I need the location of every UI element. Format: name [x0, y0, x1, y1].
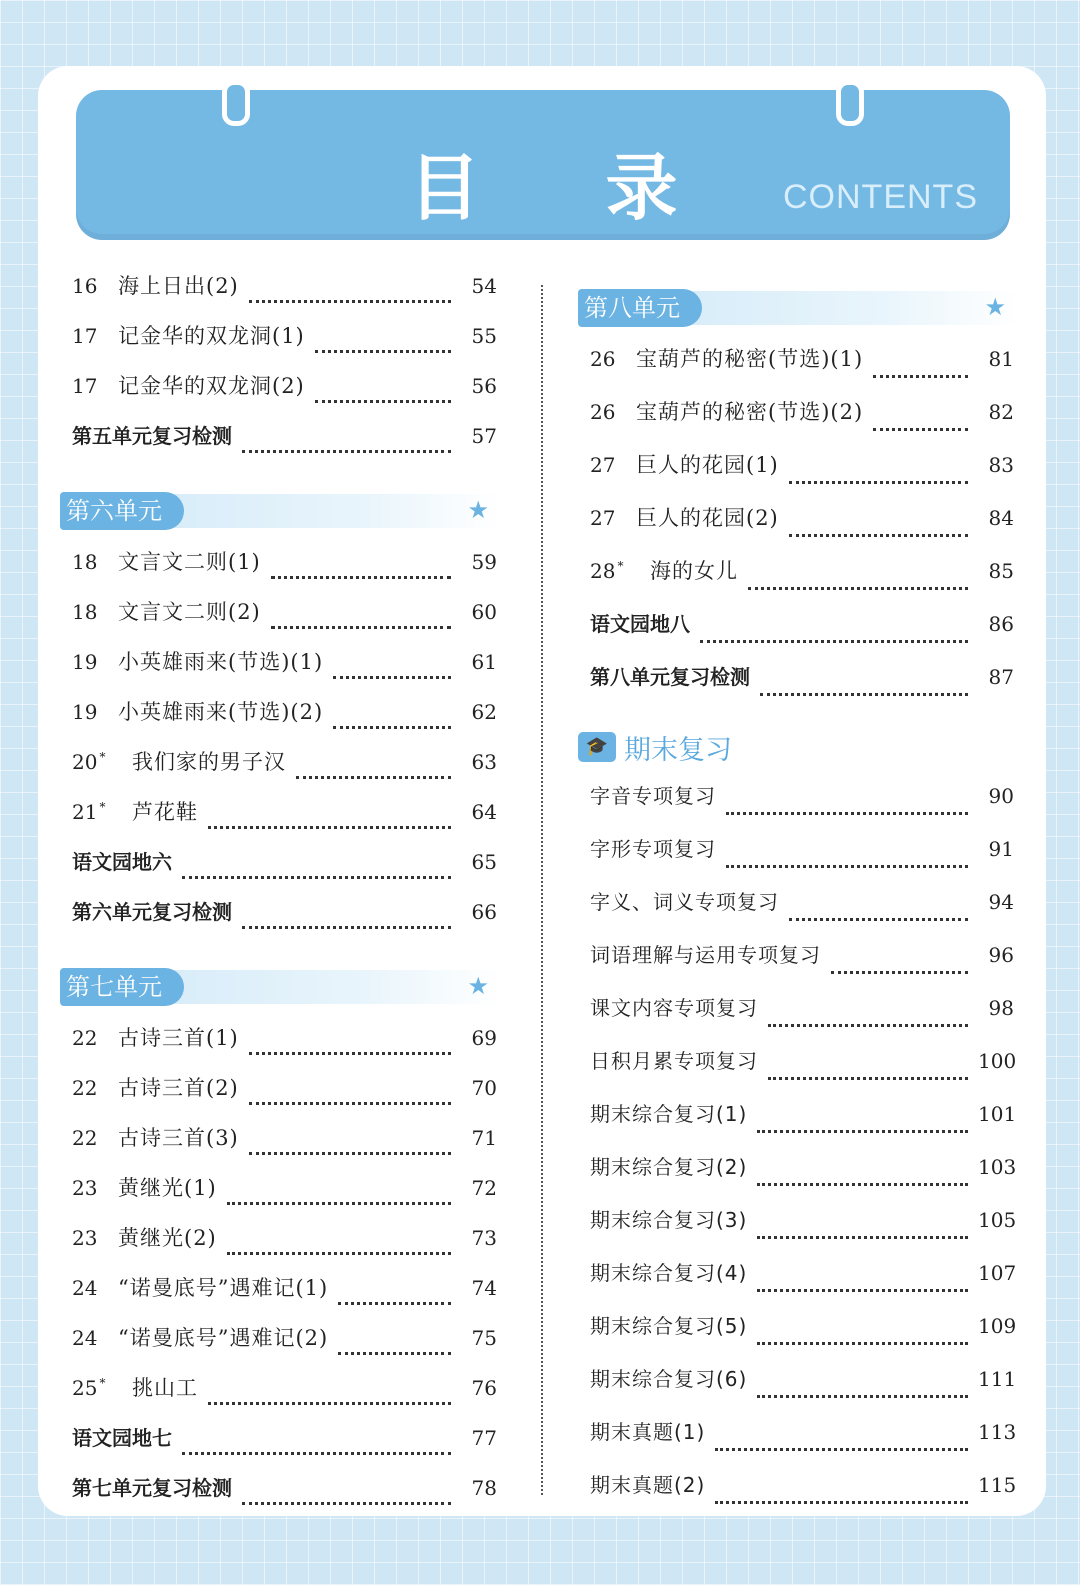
entry-title: “诺曼底号”遇难记(2)	[118, 1326, 329, 1350]
page-number: 111	[978, 1367, 1017, 1391]
page-number: 91	[988, 837, 1014, 861]
toc-entry	[590, 555, 1014, 608]
page-number: 56	[471, 374, 497, 398]
entry-title: 黄继光(2)	[118, 1226, 217, 1250]
toc-entry	[72, 1172, 497, 1222]
page-number: 76	[471, 1376, 497, 1400]
unit-header-8	[578, 285, 1014, 331]
toc-block	[72, 546, 497, 946]
dot-leader	[227, 1251, 451, 1255]
entry-title: 宝葫芦的秘密(节选)(2)	[636, 400, 864, 424]
entry-number: 27	[590, 506, 616, 530]
toc-entry	[72, 1272, 497, 1322]
dot-leader	[271, 625, 451, 629]
entry-number: 25 *	[72, 1376, 106, 1400]
page-number: 72	[471, 1176, 497, 1200]
dot-leader	[227, 1201, 451, 1205]
entry-title: 古诗三首(2)	[118, 1076, 239, 1100]
entry-title: 巨人的花园(1)	[636, 453, 779, 477]
page-number: 94	[988, 890, 1014, 914]
page-number: 87	[988, 665, 1014, 689]
toc-entry	[590, 396, 1014, 449]
page-number: 105	[978, 1208, 1017, 1232]
page-number: 90	[988, 784, 1014, 808]
toc-entry	[72, 796, 497, 846]
toc-entry	[72, 370, 497, 420]
dot-leader	[789, 480, 968, 484]
entry-title: 字音专项复习	[590, 784, 716, 808]
dot-leader	[873, 374, 968, 378]
entry-title: 词语理解与运用专项复习	[590, 943, 821, 967]
toc-entry	[72, 1422, 497, 1472]
page-number: 69	[471, 1026, 497, 1050]
toc-right-column	[584, 285, 1017, 1522]
dot-leader	[873, 427, 968, 431]
dot-leader	[715, 1447, 968, 1451]
entry-title: 我们家的男子汉	[132, 750, 286, 774]
final-review-header	[578, 720, 1014, 774]
page-number: 75	[471, 1326, 497, 1350]
entry-title: 黄继光(1)	[118, 1176, 217, 1200]
dot-leader	[726, 811, 968, 815]
dot-leader	[768, 1023, 968, 1027]
entry-number: 23	[72, 1226, 98, 1250]
unit-header-label: 第七单元	[60, 968, 184, 1006]
page-number: 82	[988, 400, 1014, 424]
unit-header-label: 第八单元	[578, 289, 702, 327]
entry-number: 24	[72, 1276, 98, 1300]
entry-title: 宝葫芦的秘密(节选)(1)	[636, 347, 864, 371]
page-number: 64	[471, 800, 497, 824]
entry-title: 课文内容专项复习	[590, 996, 758, 1020]
optional-mark: *	[99, 750, 106, 765]
toc-entry	[72, 596, 497, 646]
entry-number: 19	[72, 700, 98, 724]
dot-leader	[831, 970, 968, 974]
entry-number: 22	[72, 1026, 98, 1050]
column-divider	[541, 285, 543, 1495]
entry-title: 古诗三首(3)	[118, 1126, 239, 1150]
toc-entry	[590, 1257, 1017, 1310]
page-number: 71	[471, 1126, 497, 1150]
page-number: 70	[471, 1076, 497, 1100]
entry-title: 海的女儿	[650, 559, 738, 583]
page-number: 115	[978, 1473, 1017, 1497]
page-number: 77	[471, 1426, 497, 1450]
entry-title: 日积月累专项复习	[590, 1049, 758, 1073]
toc-entry	[590, 1416, 1017, 1469]
page-number: 113	[978, 1420, 1017, 1444]
page-number: 61	[471, 650, 497, 674]
binder-ring-icon	[836, 80, 864, 126]
dot-leader	[757, 1235, 968, 1239]
entry-title: 第八单元复习检测	[590, 665, 750, 689]
toc-entry	[590, 1204, 1017, 1257]
toc-block	[590, 780, 1017, 1522]
toc-entry	[590, 608, 1014, 661]
entry-number: 21 *	[72, 800, 106, 824]
header-banner	[76, 90, 1010, 240]
toc-entry	[72, 746, 497, 796]
dot-leader	[242, 925, 451, 929]
page-number: 59	[471, 550, 497, 574]
entry-number: 22	[72, 1076, 98, 1100]
entry-number: 23	[72, 1176, 98, 1200]
entry-title: 期末真题(2)	[590, 1473, 706, 1497]
entry-title: 期末综合复习(3)	[590, 1208, 748, 1232]
page-title: 目 录	[408, 146, 728, 230]
dot-leader	[249, 1151, 451, 1155]
entry-title: 小英雄雨来(节选)(1)	[118, 650, 324, 674]
dot-leader	[315, 399, 451, 403]
dot-leader	[338, 1351, 451, 1355]
toc-block	[72, 1022, 497, 1522]
toc-entry	[590, 343, 1014, 396]
page-number: 101	[978, 1102, 1017, 1126]
dot-leader	[208, 1401, 451, 1405]
page-number: 78	[471, 1476, 497, 1500]
toc-entry	[72, 1322, 497, 1372]
entry-number: 16	[72, 274, 98, 298]
toc-entry	[72, 1222, 497, 1272]
dot-leader	[760, 692, 968, 696]
dot-leader	[715, 1500, 968, 1504]
entry-title: 第五单元复习检测	[72, 424, 232, 448]
entry-number: 17	[72, 324, 98, 348]
page-number: 60	[471, 600, 497, 624]
toc-entry	[590, 1310, 1017, 1363]
toc-entry	[590, 449, 1014, 502]
entry-title: 期末综合复习(2)	[590, 1155, 748, 1179]
page-number: 86	[988, 612, 1014, 636]
toc-entry	[72, 546, 497, 596]
dot-leader	[700, 639, 968, 643]
dot-leader	[249, 1101, 451, 1105]
toc-entry	[590, 1469, 1017, 1522]
dot-leader	[757, 1182, 968, 1186]
final-review-title: 期末复习	[624, 734, 732, 766]
entry-title: 小英雄雨来(节选)(2)	[118, 700, 324, 724]
toc-block	[590, 343, 1014, 714]
entry-title: 字形专项复习	[590, 837, 716, 861]
entry-title: 字义、词义专项复习	[590, 890, 779, 914]
page-number: 83	[988, 453, 1014, 477]
toc-entry	[72, 320, 497, 370]
toc-entry	[72, 1472, 497, 1522]
unit-header-6	[60, 488, 497, 534]
entry-title: 文言文二则(1)	[118, 550, 261, 574]
page-number: 85	[988, 559, 1014, 583]
toc-entry	[72, 270, 497, 320]
star-icon: ★	[467, 972, 489, 1000]
dot-leader	[249, 1051, 451, 1055]
star-icon: ★	[467, 496, 489, 524]
toc-entry	[590, 661, 1014, 714]
dot-leader	[789, 533, 968, 537]
toc-entry	[590, 833, 1014, 886]
entry-title: 语文园地八	[590, 612, 690, 636]
graduation-cap-icon: 🎓	[578, 732, 616, 762]
entry-title: 记金华的双龙洞(1)	[118, 324, 305, 348]
dot-leader	[182, 875, 451, 879]
dot-leader	[182, 1451, 451, 1455]
page-number: 66	[471, 900, 497, 924]
toc-entry	[72, 896, 497, 946]
entry-title: 芦花鞋	[132, 800, 198, 824]
entry-title: 巨人的花园(2)	[636, 506, 779, 530]
page-number: 54	[471, 274, 497, 298]
dot-leader	[757, 1341, 968, 1345]
entry-title: 第六单元复习检测	[72, 900, 232, 924]
toc-left-column	[66, 270, 497, 1522]
entry-number: 24	[72, 1326, 98, 1350]
toc-entry	[72, 696, 497, 746]
toc-entry	[590, 780, 1014, 833]
toc-entry	[72, 420, 497, 470]
dot-leader	[726, 864, 968, 868]
entry-title: 期末综合复习(4)	[590, 1261, 748, 1285]
entry-title: 期末综合复习(1)	[590, 1102, 748, 1126]
dot-leader	[208, 825, 451, 829]
toc-entry	[590, 1151, 1017, 1204]
entry-number: 18	[72, 600, 98, 624]
unit-header-label: 第六单元	[60, 492, 184, 530]
dot-leader	[242, 449, 451, 453]
page-subtitle: CONTENTS	[783, 178, 978, 216]
unit-header-7	[60, 964, 497, 1010]
entry-title: 挑山工	[132, 1376, 198, 1400]
dot-leader	[242, 1501, 451, 1505]
toc-entry	[72, 1072, 497, 1122]
toc-entry	[72, 1122, 497, 1172]
dot-leader	[757, 1288, 968, 1292]
toc-entry	[590, 1363, 1017, 1416]
dot-leader	[757, 1129, 968, 1133]
dot-leader	[768, 1076, 968, 1080]
entry-number: 26	[590, 347, 616, 371]
page-number: 65	[471, 850, 497, 874]
optional-mark: *	[99, 1376, 106, 1391]
page-number: 62	[471, 700, 497, 724]
entry-number: 20 *	[72, 750, 106, 774]
entry-number: 26	[590, 400, 616, 424]
dot-leader	[249, 299, 451, 303]
star-icon: ★	[984, 293, 1006, 321]
entry-title: 文言文二则(2)	[118, 600, 261, 624]
toc-entry	[590, 1098, 1017, 1151]
entry-number: 27	[590, 453, 616, 477]
entry-title: 期末综合复习(5)	[590, 1314, 748, 1338]
entry-number: 22	[72, 1126, 98, 1150]
entry-title: 语文园地六	[72, 850, 172, 874]
dot-leader	[333, 675, 451, 679]
entry-title: 期末综合复习(6)	[590, 1367, 748, 1391]
toc-entry	[590, 992, 1014, 1045]
toc-entry	[72, 846, 497, 896]
toc-entry	[72, 646, 497, 696]
page-number: 98	[988, 996, 1014, 1020]
toc-entry	[590, 939, 1014, 992]
dot-leader	[315, 349, 451, 353]
toc-entry	[590, 886, 1014, 939]
toc-block	[72, 270, 497, 470]
entry-number: 19	[72, 650, 98, 674]
page-number: 107	[978, 1261, 1017, 1285]
entry-number: 28 *	[590, 559, 624, 583]
entry-number: 18	[72, 550, 98, 574]
toc-entry	[72, 1022, 497, 1072]
binder-ring-icon	[222, 80, 250, 126]
dot-leader	[789, 917, 968, 921]
toc-entry	[590, 502, 1014, 555]
toc-entry	[590, 1045, 1017, 1098]
entry-number: 17	[72, 374, 98, 398]
entry-title: 古诗三首(1)	[118, 1026, 239, 1050]
dot-leader	[271, 575, 451, 579]
page-number: 74	[471, 1276, 497, 1300]
page-number: 55	[471, 324, 497, 348]
dot-leader	[333, 725, 451, 729]
entry-title: 记金华的双龙洞(2)	[118, 374, 305, 398]
page-number: 73	[471, 1226, 497, 1250]
optional-mark: *	[99, 800, 106, 815]
optional-mark: *	[617, 559, 624, 574]
page-number: 109	[978, 1314, 1017, 1338]
toc-entry	[72, 1372, 497, 1422]
page-number: 81	[988, 347, 1014, 371]
entry-title: “诺曼底号”遇难记(1)	[118, 1276, 329, 1300]
page-number: 103	[978, 1155, 1017, 1179]
page-number: 57	[471, 424, 497, 448]
dot-leader	[757, 1394, 968, 1398]
page-number: 96	[988, 943, 1014, 967]
page-number: 100	[978, 1049, 1017, 1073]
entry-title: 海上日出(2)	[118, 274, 239, 298]
entry-title: 第七单元复习检测	[72, 1476, 232, 1500]
dot-leader	[296, 775, 451, 779]
dot-leader	[338, 1301, 451, 1305]
page-number: 84	[988, 506, 1014, 530]
page-number: 63	[471, 750, 497, 774]
entry-title: 语文园地七	[72, 1426, 172, 1450]
dot-leader	[748, 586, 968, 590]
entry-title: 期末真题(1)	[590, 1420, 706, 1444]
